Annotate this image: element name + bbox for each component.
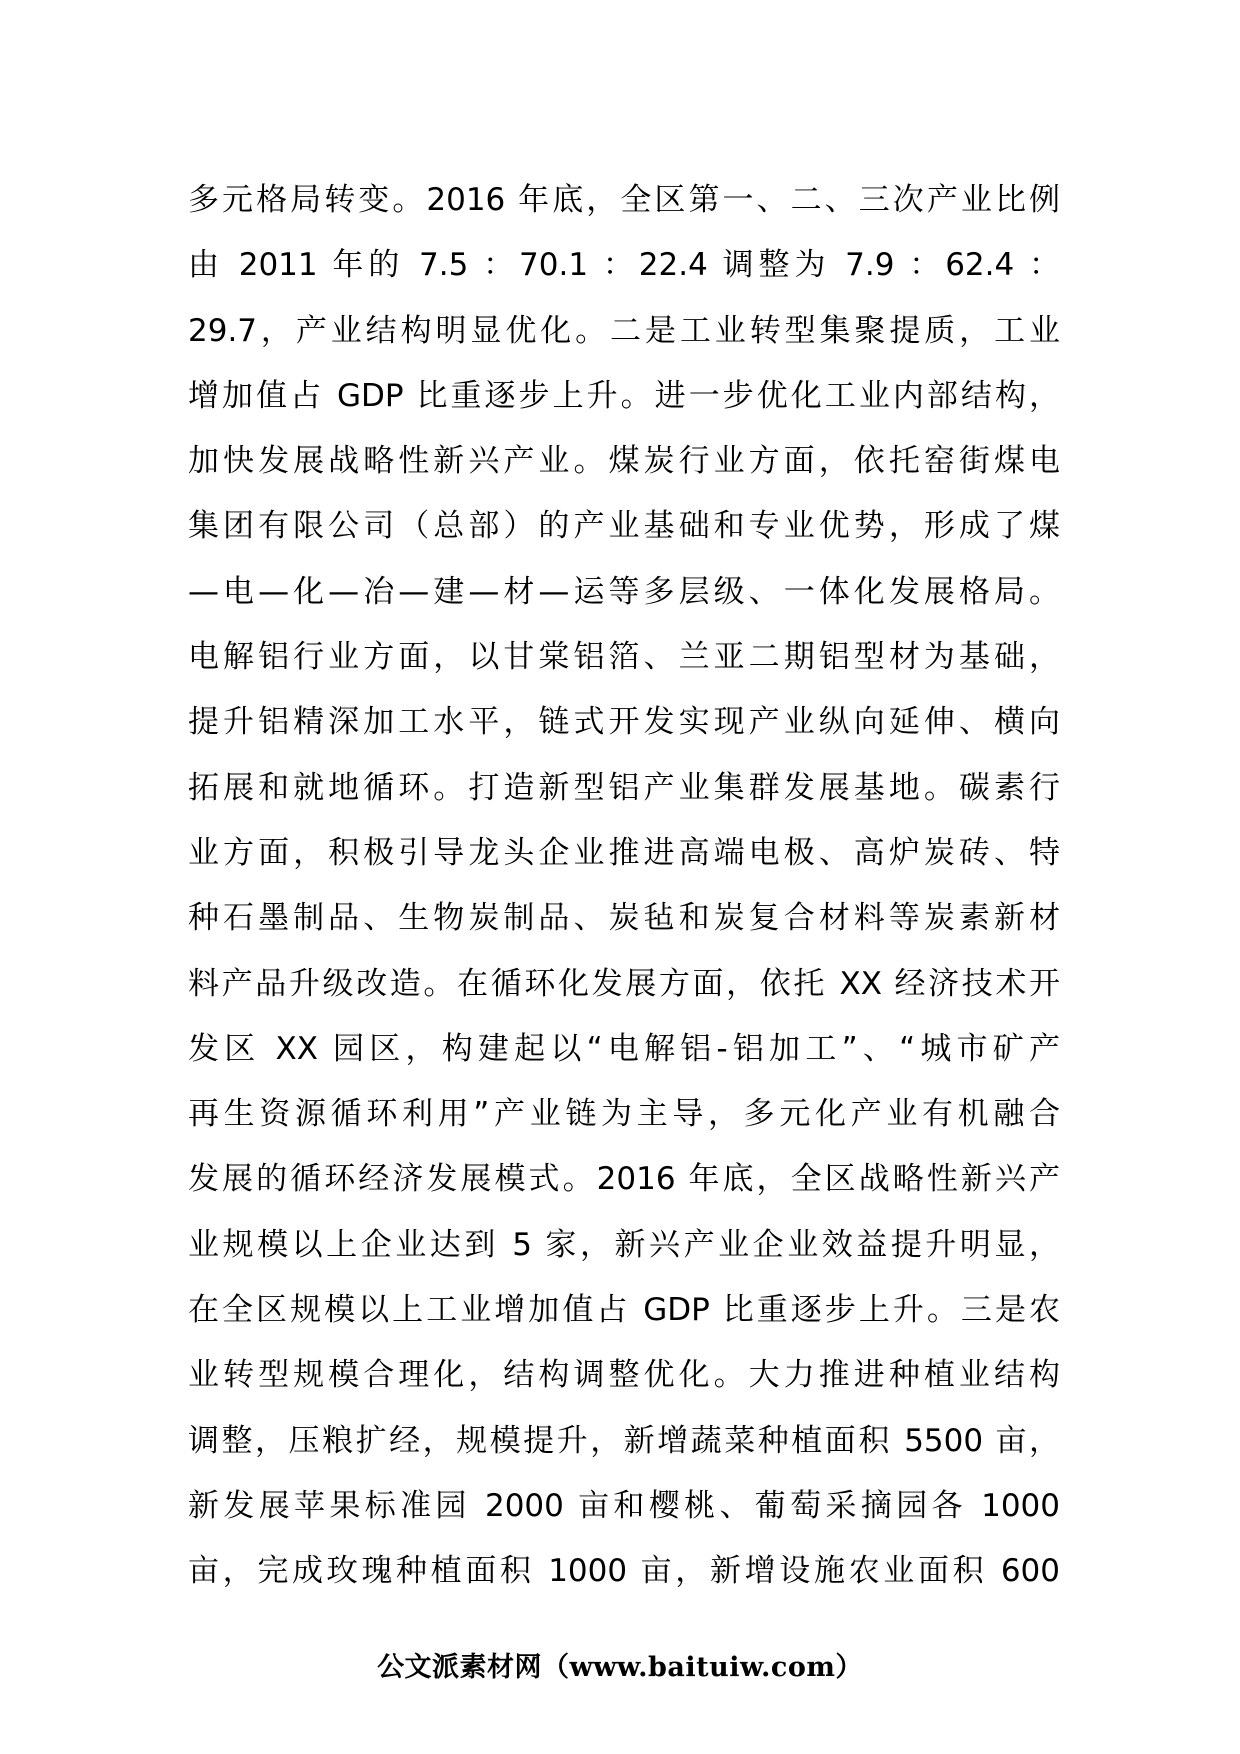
text-line: 料产品升级改造。在循环化发展方面，依托 XX 经济技术开 xyxy=(188,965,1060,1002)
text-line: 种石墨制品、生物炭制品、炭毡和炭复合材料等炭素新材 xyxy=(188,900,1060,937)
text-line: 在全区规模以上工业增加值占 GDP 比重逐步上升。三是农 xyxy=(188,1292,1060,1329)
text-line: 业方面，积极引导龙头企业推进高端电极、高炉炭砖、特 xyxy=(188,834,1060,871)
text-line: 再生资源循环利用”产业链为主导，多元化产业有机融合 xyxy=(188,1096,1060,1133)
text-line: 新发展苹果标准园 2000 亩和樱桃、葡萄采摘园各 1000 xyxy=(188,1487,1060,1524)
text-line: 发展的循环经济发展模式。2016 年底，全区战略性新兴产 xyxy=(188,1161,1060,1198)
text-line: 发区 XX 园区，构建起以“电解铝-铝加工”、“城市矿产 xyxy=(188,1030,1060,1067)
text-line: —电—化—冶—建—材—运等多层级、一体化发展格局。 xyxy=(188,573,1060,610)
footer-source-label: 公文派素材网（www.baituiw.com） xyxy=(377,1652,863,1683)
text-line: 由 2011 年的 7.5 ：70.1 ：22.4 调整为 7.9 ：62.4 ： xyxy=(188,247,1060,284)
text-line: 亩，完成玫瑰种植面积 1000 亩，新增设施农业面积 600 xyxy=(188,1553,1060,1590)
text-line: 电解铝行业方面，以甘棠铝箔、兰亚二期铝型材为基础， xyxy=(188,639,1060,676)
text-line: 集团有限公司（总部）的产业基础和专业优势，形成了煤 xyxy=(188,508,1060,545)
text-line: 业转型规模合理化，结构调整优化。大力推进种植业结构 xyxy=(188,1357,1060,1394)
text-line: 加快发展战略性新兴产业。煤炭行业方面，依托窑街煤电 xyxy=(188,443,1060,480)
text-line: 业规模以上企业达到 5 家，新兴产业企业效益提升明显， xyxy=(188,1226,1060,1263)
text-line: 29.7，产业结构明显优化。二是工业转型集聚提质，工业 xyxy=(188,312,1060,349)
text-line: 多元格局转变。2016 年底，全区第一、二、三次产业比例 xyxy=(188,182,1060,218)
text-line: 调整，压粮扩经，规模提升，新增蔬菜种植面积 5500 亩， xyxy=(188,1422,1060,1459)
text-line: 增加值占 GDP 比重逐步上升。进一步优化工业内部结构， xyxy=(188,377,1060,414)
body-text xyxy=(188,168,1060,1605)
text-line: 拓展和就地循环。打造新型铝产业集群发展基地。碳素行 xyxy=(188,769,1060,806)
text-line: 提升铝精深加工水平，链式开发实现产业纵向延伸、横向 xyxy=(188,704,1060,741)
